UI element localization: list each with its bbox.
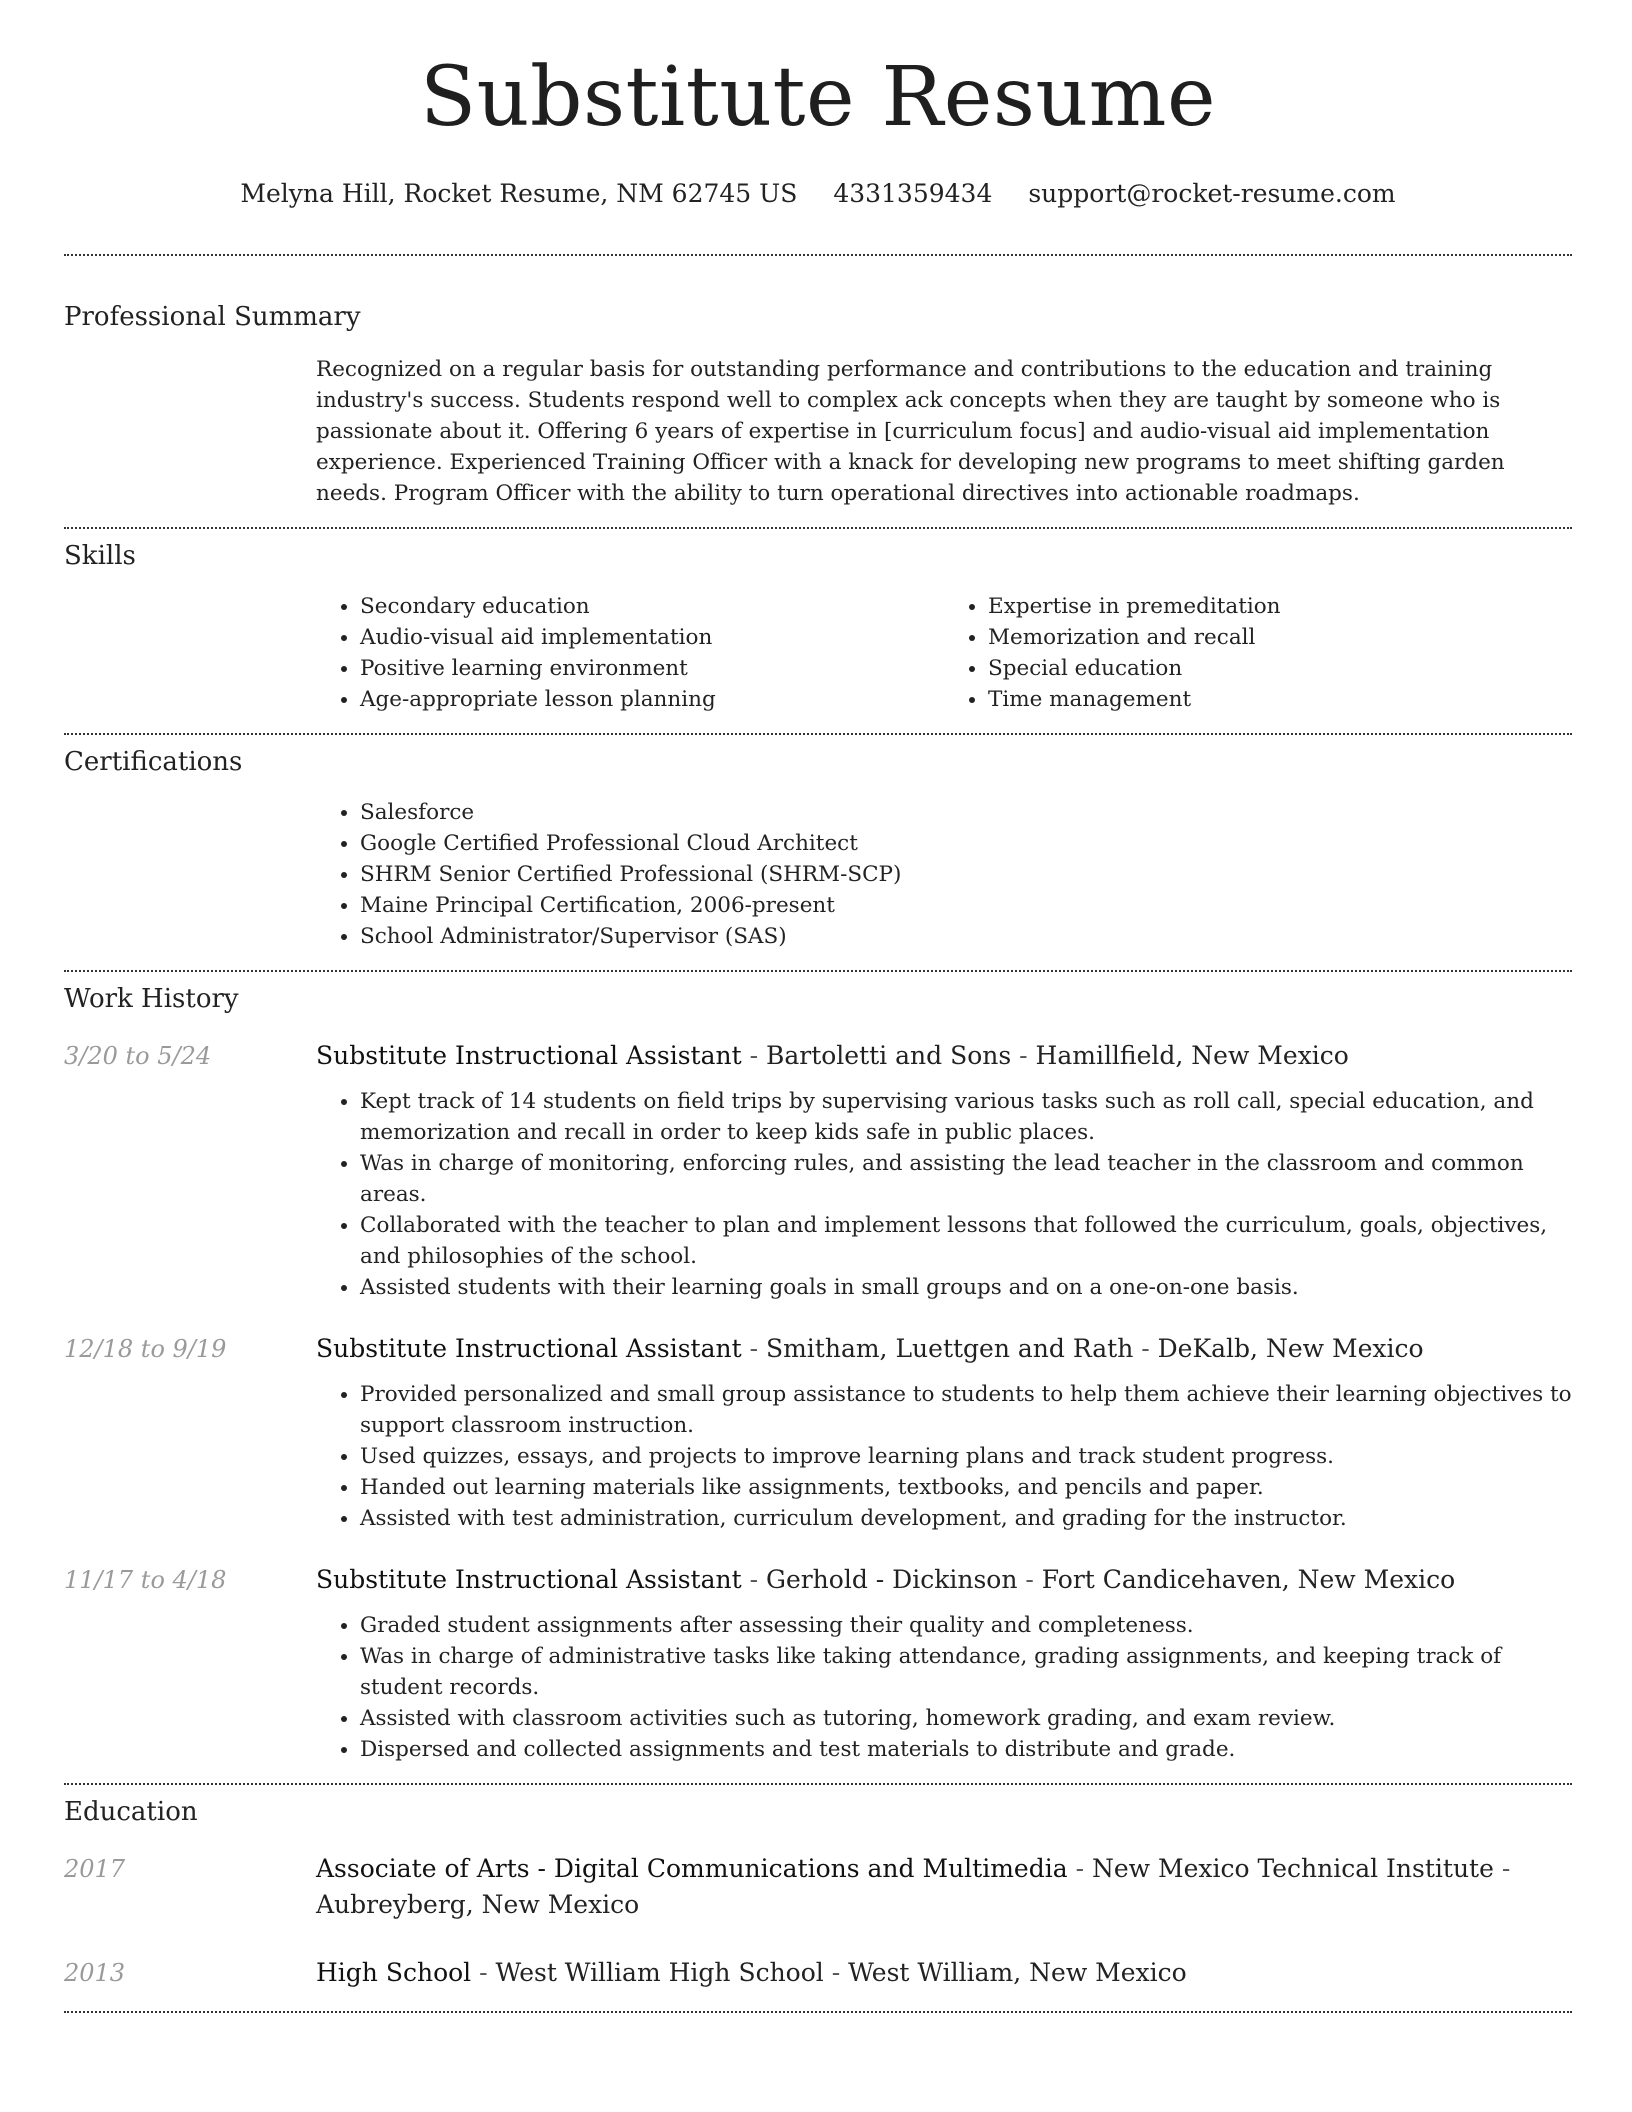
skill-item: • Secondary education [360,591,944,622]
job-bullet: • Assisted students with their learning goals in small groups and on a one-on-one basis. [360,1272,1572,1303]
education-heading: Associate of Arts - Digital Communications and Multimedia - New Mexico Technical Institute - Aubreyberg, New Mexico [316,1854,1511,1919]
divider [64,970,1572,972]
certification-item: • School Administrator/Supervisor (SAS) [360,921,1572,952]
job-location: Fort Candicehaven, New Mexico [1041,1565,1456,1594]
job-bullet: • Provided personalized and small group assistance to students to help them achieve their learning objectives to support classroom instruction. [360,1379,1572,1441]
education-entry [64,1851,1572,1923]
contact-phone: 4331359434 [833,179,993,208]
education-school: New Mexico Technical Institute [1091,1854,1494,1883]
section-heading: Education [64,1797,198,1827]
job-employer: Smitham, Luettgen and Rath [765,1334,1134,1363]
education-degree: Associate of Arts - Digital Communications and Multimedia [316,1854,1068,1883]
job-bullet: • Dispersed and collected assignments and test materials to distribute and grade. [360,1734,1572,1765]
job-date: 3/20 to 5/24 [64,1042,212,1070]
job-heading: Substitute Instructional Assistant - Gerhold - Dickinson - Fort Candicehaven, New Mexico [316,1565,1456,1594]
contact-line [64,178,1572,210]
job-heading: Substitute Instructional Assistant - Bartoletti and Sons - Hamillfield, New Mexico [316,1041,1349,1070]
skill-item: • Age-appropriate lesson planning [360,684,944,715]
certification-item: • Google Certified Professional Cloud Architect [360,828,1572,859]
certification-item: • Salesforce [360,797,1572,828]
skills-list-right [944,591,1572,715]
job-date: 11/17 to 4/18 [64,1566,227,1594]
job-bullet: • Was in charge of administrative tasks like taking attendance, grading assignments, and keeping track of student records. [360,1641,1572,1703]
job-role: Substitute Instructional Assistant [316,1334,742,1363]
job-entry [64,1562,1572,1765]
section-heading: Work History [64,984,239,1014]
job-entry [64,1331,1572,1534]
divider [64,1783,1572,1785]
job-employer: Gerhold - Dickinson [765,1565,1018,1594]
education-date: 2013 [64,1959,126,1987]
certification-item: • SHRM Senior Certified Professional (SHRM-SCP) [360,859,1572,890]
job-bullet: • Handed out learning materials like assignments, textbooks, and pencils and paper. [360,1472,1572,1503]
job-date: 12/18 to 9/19 [64,1335,227,1363]
job-heading: Substitute Instructional Assistant - Smitham, Luettgen and Rath - DeKalb, New Mexico [316,1334,1424,1363]
section-heading: Professional Summary [64,302,361,332]
job-role: Substitute Instructional Assistant [316,1041,742,1070]
divider [64,527,1572,529]
education-location: West William, New Mexico [848,1958,1187,1987]
resume-page [64,0,1572,2013]
education-degree: High School [316,1958,472,1987]
skill-item: • Time management [988,684,1572,715]
skill-item: • Special education [988,653,1572,684]
job-bullets [316,1379,1572,1534]
skill-item: • Expertise in premeditation [988,591,1572,622]
job-entry [64,1038,1572,1303]
section-work-history [64,982,1572,1765]
divider [64,733,1572,735]
section-skills [64,539,1572,715]
summary-text: Recognized on a regular basis for outstanding performance and contributions to the education and training industry's success. Students respond well to complex ack concepts when they are taught by someone who is passionate about it. Offering 6 years of expertise in [curriculum focus] and audio-visual aid implementation experience. Experienced Training Officer with a knack for developing new programs to meet shifting garden needs. Program Officer with the ability to turn operational directives into actionable roadmaps. [316,357,1505,506]
skill-item: • Audio-visual aid implementation [360,622,944,653]
job-bullet: • Graded student assignments after assessing their quality and completeness. [360,1610,1572,1641]
section-summary [64,300,1572,509]
job-bullet: • Kept track of 14 students on field trips by supervising various tasks such as roll call, special education, and memorization and recall in order to keep kids safe in public places. [360,1086,1572,1148]
job-bullets [316,1086,1572,1303]
divider [64,2011,1572,2013]
section-heading: Certifications [64,747,243,777]
job-role: Substitute Instructional Assistant [316,1565,742,1594]
skills-list-left [316,591,944,715]
divider [64,254,1572,256]
page-title: Substitute Resume [420,50,1216,145]
contact-email: support@rocket-resume.com [1028,179,1396,208]
education-entry [64,1955,1572,1991]
job-location: DeKalb, New Mexico [1157,1334,1424,1363]
job-bullet: • Was in charge of monitoring, enforcing rules, and assisting the lead teacher in the classroom and common areas. [360,1148,1572,1210]
job-bullet: • Collaborated with the teacher to plan and implement lessons that followed the curriculum, goals, objectives, and philosophies of the school. [360,1210,1572,1272]
skill-item: • Positive learning environment [360,653,944,684]
contact-address: Melyna Hill, Rocket Resume, NM 62745 US [240,179,798,208]
education-location: Aubreyberg, New Mexico [316,1890,640,1919]
job-bullet: • Assisted with test administration, curriculum development, and grading for the instructor. [360,1503,1572,1534]
section-education [64,1795,1572,1991]
skill-item: • Memorization and recall [988,622,1572,653]
education-heading: High School - West William High School - West William, New Mexico [316,1958,1187,1987]
section-certifications [64,745,1572,952]
job-bullet: • Assisted with classroom activities such as tutoring, homework grading, and exam review. [360,1703,1572,1734]
job-bullets [316,1610,1572,1765]
job-location: Hamillfield, New Mexico [1035,1041,1349,1070]
certification-item: • Maine Principal Certification, 2006-present [360,890,1572,921]
job-bullet: • Used quizzes, essays, and projects to improve learning plans and track student progress. [360,1441,1572,1472]
education-school: West William High School [495,1958,824,1987]
job-employer: Bartoletti and Sons [765,1041,1012,1070]
certifications-list [316,797,1572,952]
education-date: 2017 [64,1855,126,1883]
section-heading: Skills [64,541,136,571]
